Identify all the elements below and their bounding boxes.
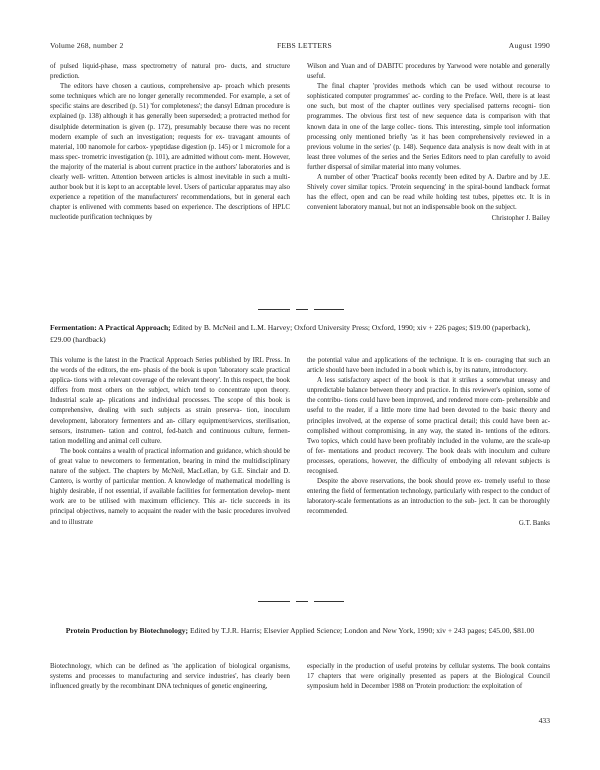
review2-title — [50, 322, 550, 345]
paragraph: of pulsed liquid-phase, mass spectrometry of natural pro- ducts, and structure prediction. — [50, 63, 290, 81]
separator-rule — [296, 309, 308, 310]
separator-rule — [314, 309, 344, 310]
paragraph: The editors have chosen a cautious, comprehensive ap- proach which presents some techniques which are no longer generally recommended. For example, a set of specific stains are described (p. 51) 'for completeness'; the dansyl Edman procedure is explained (p. 138) although it has generally been superseded; a protracted method for disulphide determination is given (p. 172), presumably because there was no recent modern example of such an investigation; requests for ex- travagant amounts of material, 100 nanomole for carbox- ypeptidase digestion (p. 145) or 1 micromole for a mass spec- trometric investigation (p. 101), are admitted without com- ment. However, the majority of the material is about current practice in the authors' laboratories and is clearly well- written. Attention between articles is almost inevitable in such a multi-author book but it is kept to an acceptable level. Users of particular apparatus may also experience a repetition of the manufacturers' recommendations, but in general each chapter is enlivened with comments based on experience. The descriptions of HPLC nucleotide purification techniques by — [50, 83, 290, 222]
paragraph: Despite the above reservations, the book should prove ex- tremely useful to those entering the field of fermentation technology, particularly with respect to the conduct of laboratory-scale fermentations as an introduction to the sub- ject. It can be thoroughly recommended. — [307, 478, 550, 516]
paragraph: Wilson and Yuan and of DABITC procedures by Yarwood were notable and generally useful. — [307, 63, 550, 81]
review2-signature: G.T. Banks — [518, 519, 550, 527]
paragraph: the potential value and applications of the technique. It is en- couraging that such an article should have been included in a book which is, by its nature, introductory. — [307, 357, 550, 375]
review2-left-column — [50, 356, 290, 528]
paragraph: A less satisfactory aspect of the book is that it strikes a somewhat uneasy and unpredictable balance between theory and practice. In this reviewer's opinion, some of the contribu- tions could have been improved, and rendered more com- prehensible and useful to the reader, if a little more time had been devoted to the basic theory and principles involved, at the expense of some practical detail; this could have been ac- complished without compromising, in any way, the stated in- tentions of the editors. Two topics, which could have been profitably included in the volume, are the scale-up of fer- mentations and product recovery. The book deals with inoculum and culture processes, operations, however, the difficulty of embodying all relevant subjects is recognised. — [307, 377, 550, 476]
review1-left-column — [50, 62, 290, 224]
header-journal: FEBS LETTERS — [277, 41, 332, 50]
separator-rule — [314, 601, 344, 602]
paragraph: The final chapter 'provides methods which can be used without recourse to sophisticated computer programmes' ac- cording to the Preface. Well, there is at least one such, but most of the chapter outlines very specialised patterns recogni- tion programmes. The obvious first test of new sequence data is comparison with that known data in one of the large collec- tions. This interesting, simple tool information processing only mentioned briefly 'as it has been comprehensively reviewed in a previous volume in the series' (p. 148). Sequence data analysis is now dealt with in at least three volumes of the series and the Series Editors need to plan carefully to avoid further dispersal of similar material into many volumes. — [307, 83, 550, 171]
separator-rule — [258, 309, 290, 310]
paragraph: A number of other 'Practical' books recently been edited by A. Darbre and by J.E. Shively cover similar topics. 'Protein sequencing' in the spiral-bound landback format has the effect, open and can be read while holding test tubes, pipettes etc. It is in convenient laboratory manual, but not an indispensable book on the subject. — [307, 174, 550, 212]
review2-right-column — [307, 356, 550, 529]
paragraph: Biotechnology, which can be defined as 'the application of biological organisms, systems and processes to manufacturing and service industries', has clearly been influenced greatly by the recombinant DNA techniques of genetic engineering, — [50, 663, 290, 691]
review2-book-title: Fermentation: A Practical Approach; — [50, 323, 171, 332]
review1-right-column — [307, 62, 550, 225]
paragraph: This volume is the latest in the Practical Approach Series published by IRL Press. In the words of the editors, the em- phasis of the book is upon 'laboratory scale practical applica- tions with a relevant coverage of the relevant theory'. In this respect, the book differs from most others on the subject, which tend to concentrate upon theory. Industrial scale ap- plications and individual processes. The scope of this book is comprehensive, dealing with such subjects as strain preserva- tion, inoculum development, laboratory fermenters and an- cillary equipment/services, sterilisation, sensors, instrumen- tation and control, fed-batch and continuous culture, fermen- tation modelling and animal cell culture. — [50, 357, 290, 445]
separator-rule — [296, 601, 308, 602]
header-volume: Volume 268, number 2 — [50, 41, 124, 50]
review3-left-column — [50, 662, 290, 692]
header-date: August 1990 — [508, 41, 550, 50]
review2-bibliographic-details: Edited by B. McNeil and L.M. Harvey; Oxford University Press; Oxford, 1990; xiv + 226 pages; $19.00 (paperback), £29.00 (hardback) — [50, 323, 531, 344]
review3-bibliographic-details: Edited by T.J.R. Harris; Elsevier Applied Science; London and New York, 1990; xiv + 243 pages; £45.00, $81.00 — [188, 626, 535, 635]
review3-right-column — [307, 662, 550, 692]
separator-rule — [258, 601, 290, 602]
paragraph: especially in the production of useful proteins by cellular systems. The book contains 17 chapters that were originally presented as papers at the Biological Council symposium held in December 1988 on 'Protein production: the exploitation of — [307, 663, 550, 691]
review1-signature: Christopher J. Bailey — [491, 215, 550, 223]
review3-book-title: Protein Production by Biotechnology; — [65, 626, 189, 635]
page-number: 433 — [538, 716, 550, 725]
review3-title — [50, 625, 550, 637]
paragraph: The book contains a wealth of practical information and guidance, which should be of great value to newcomers to fermentation, bearing in mind the multidisciplinary nature of the subject. The chapters by McNeil, MacLellan, by G.E. Sinclair and D. Cantero, is worthy of particular mention. A knowledge of mathematical modelling is highly desirable, if not essential, if available facilities for fermentation develop- ment work are to be utilised with maximum efficiency. This ar- ticle succeeds in its principal objectives, namely to acquaint the reader with the basic procedures involved and to illustrate — [50, 447, 290, 526]
